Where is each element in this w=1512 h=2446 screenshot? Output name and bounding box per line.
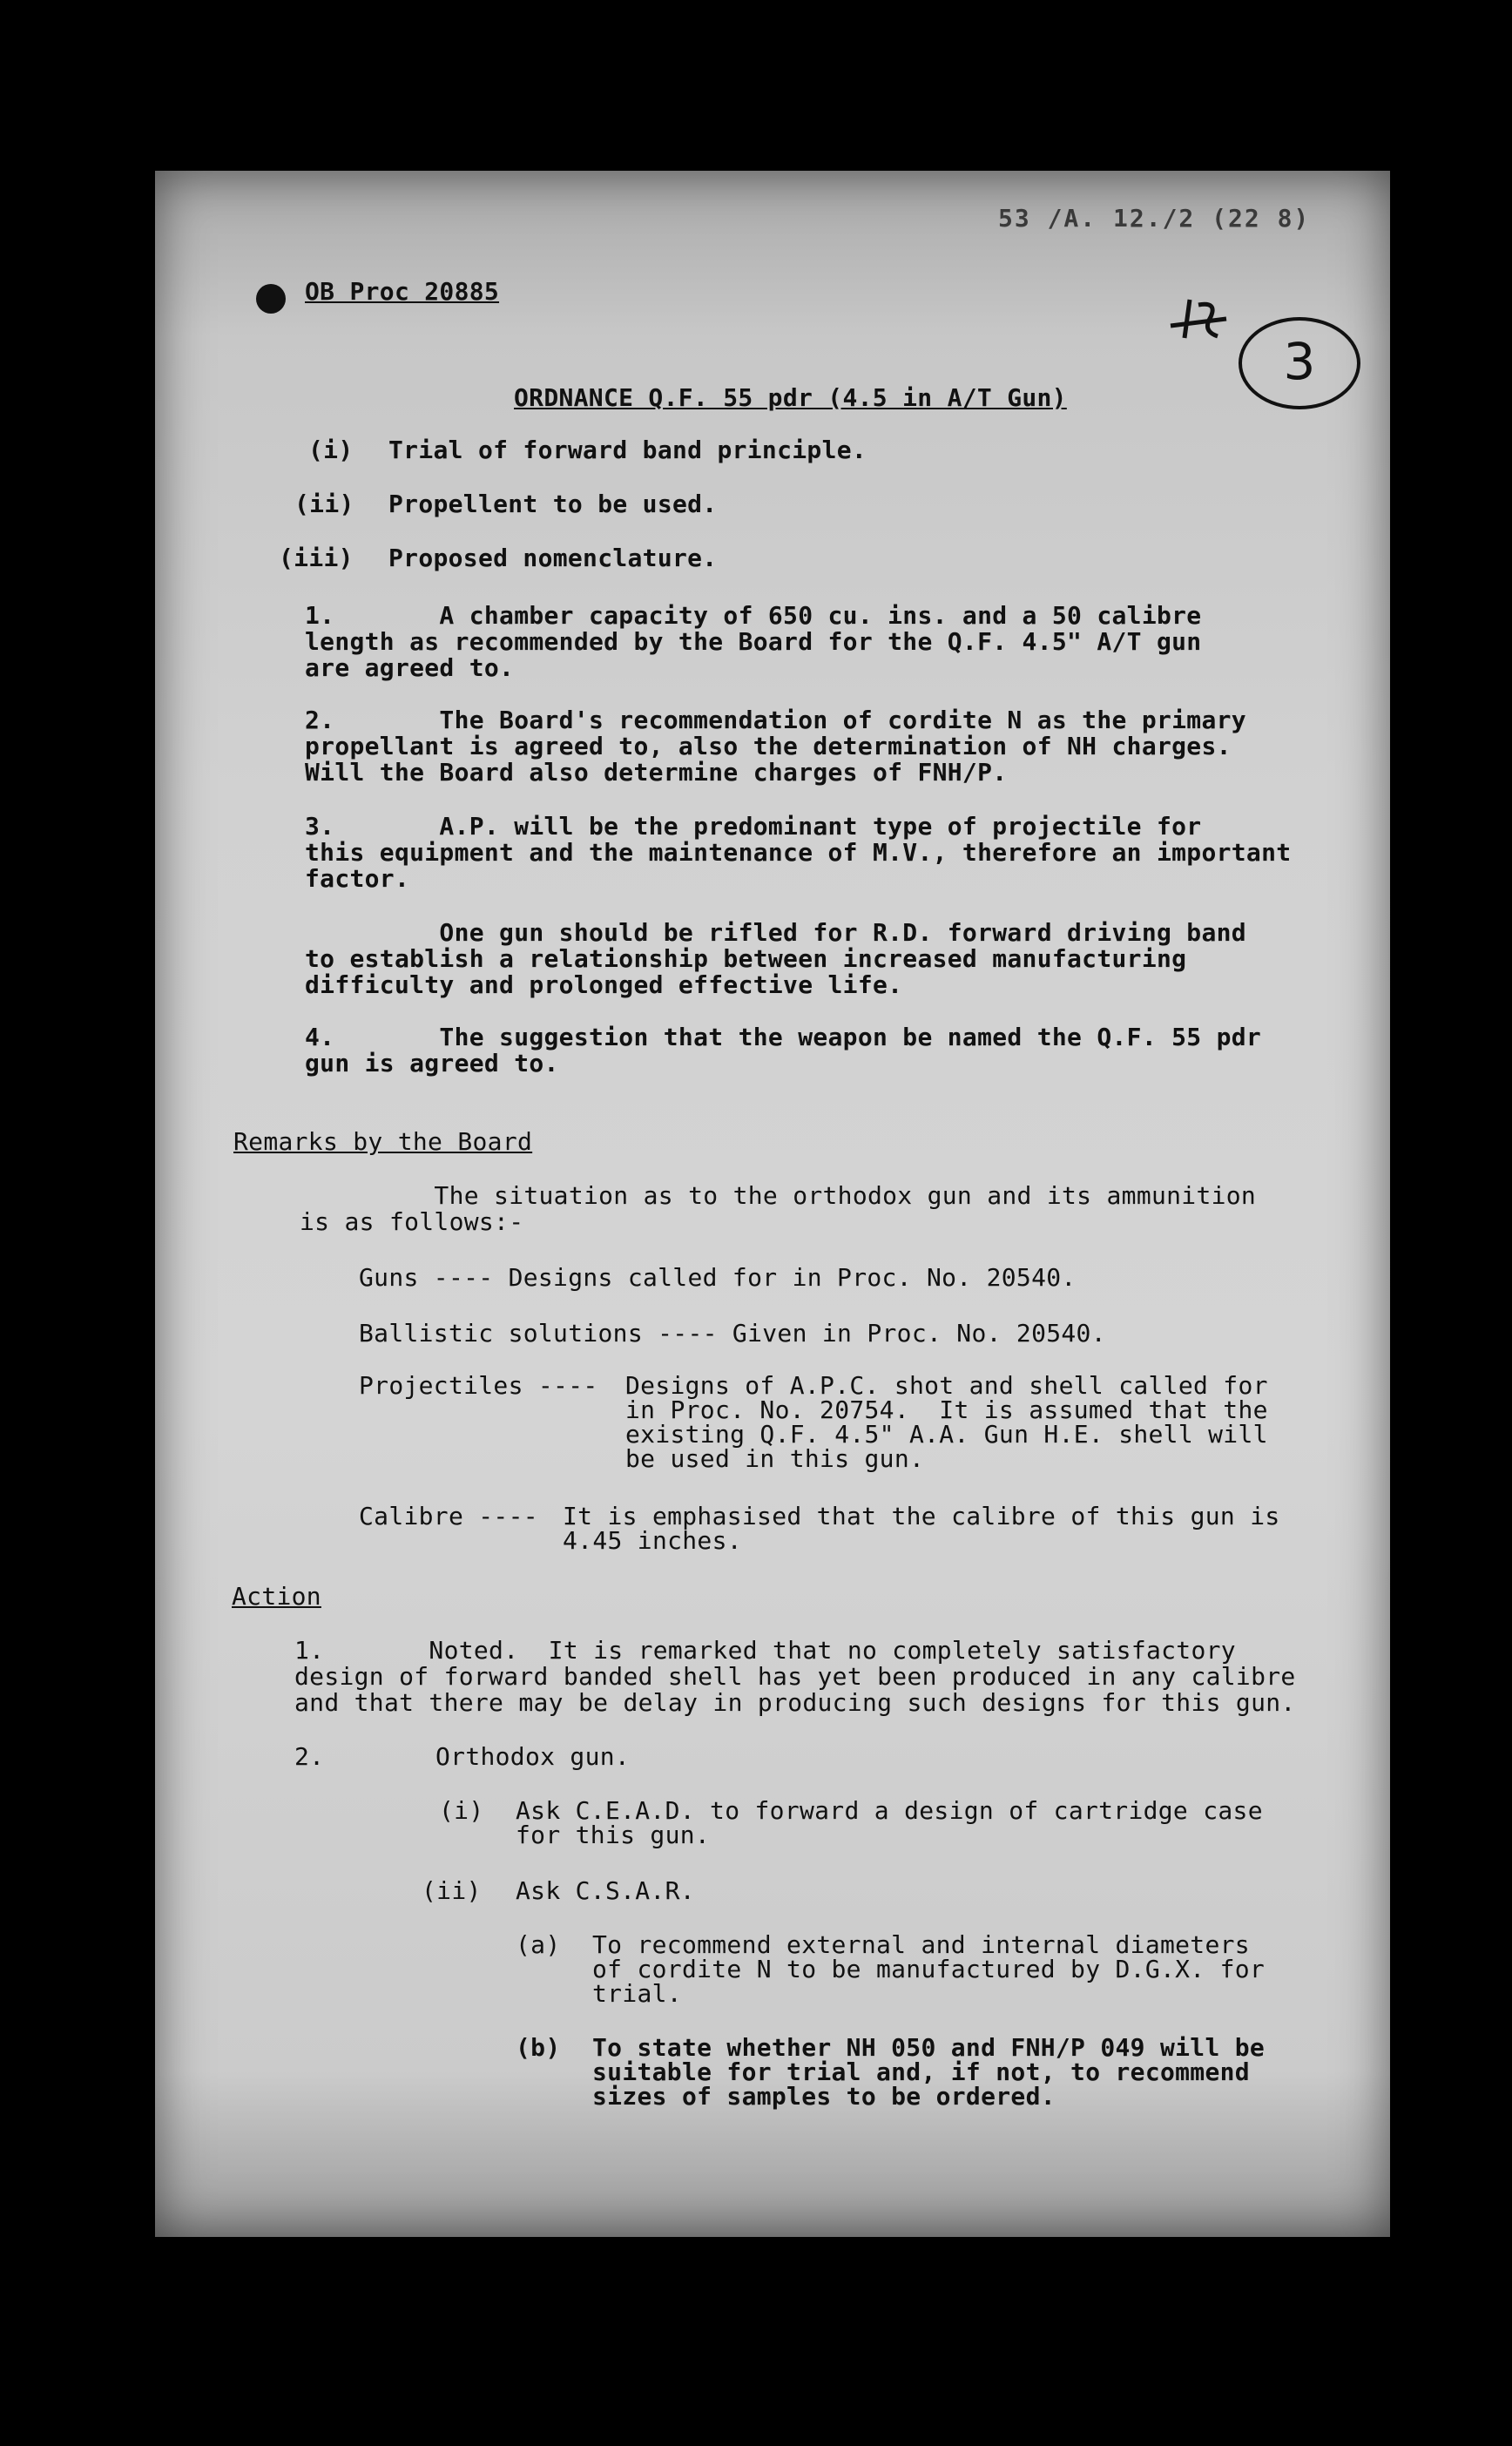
action-line: Ask C.E.A.D. to forward a design of cartridge case: [516, 1796, 1263, 1825]
paragraph-line: 3. A.P. will be the predominant type of projectile for: [305, 812, 1202, 841]
projectiles-line: existing Q.F. 4.5" A.A. Gun H.E. shell will: [625, 1420, 1268, 1449]
action-line: To state whether NH 050 and FNH/P 049 will be: [592, 2033, 1266, 2062]
document-page: [155, 171, 1390, 2237]
subject-text: Trial of forward band principle.: [388, 436, 867, 464]
calibre-line: It is emphasised that the calibre of this gun is: [563, 1502, 1280, 1530]
paragraph-line: 4. The suggestion that the weapon be named the Q.F. 55 pdr: [305, 1023, 1262, 1051]
subject-text: Propellent to be used.: [388, 490, 718, 518]
paragraph-line: factor.: [305, 864, 410, 893]
subject-text: Proposed nomenclature.: [388, 544, 718, 572]
remarks-guns: Guns ---- Designs called for in Proc. No. 20540.: [359, 1263, 1077, 1292]
subject-num: (ii): [294, 490, 354, 518]
action-line: To recommend external and internal diameters: [592, 1930, 1250, 1959]
action-line: sizes of samples to be ordered.: [592, 2082, 1056, 2111]
page-number: 3: [1283, 332, 1316, 391]
handwritten-initial: [1164, 293, 1239, 345]
subject-num: (i): [308, 436, 354, 464]
action-num: (b): [516, 2033, 561, 2062]
action-num: 2.: [294, 1742, 325, 1771]
paragraph-line: to establish a relationship between increased manufacturing: [305, 944, 1187, 973]
action-num: (a): [516, 1930, 561, 1959]
projectiles-line: be used in this gun.: [625, 1444, 925, 1473]
paragraph-line: difficulty and prolonged effective life.: [305, 970, 903, 999]
action-line: Ask C.S.A.R.: [516, 1876, 695, 1905]
paragraph-line: are agreed to.: [305, 653, 515, 682]
document-title: ORDNANCE Q.F. 55 pdr (4.5 in A/T Gun): [514, 383, 1067, 412]
paragraph-line: this equipment and the maintenance of M.V., therefore an important: [305, 838, 1292, 867]
page-number-circle: [1239, 317, 1360, 409]
action-line: design of forward banded shell has yet been produced in any calibre: [294, 1662, 1296, 1691]
action-line: and that there may be delay in producing such designs for this gun.: [294, 1688, 1296, 1717]
paragraph-line: 2. The Board's recommendation of cordite N as the primary: [305, 706, 1246, 734]
action-line: 1. Noted. It is remarked that no completely satisfactory: [294, 1636, 1236, 1665]
paragraph-line: propellant is agreed to, also the determination of NH charges.: [305, 732, 1232, 760]
remarks-ballistic: Ballistic solutions ---- Given in Proc. No. 20540.: [359, 1319, 1106, 1348]
action-line: Orthodox gun.: [435, 1742, 631, 1771]
remarks-line: is as follows:-: [300, 1207, 524, 1236]
action-num: (i): [439, 1796, 484, 1825]
action-line: trial.: [592, 1979, 682, 2008]
action-line: for this gun.: [516, 1821, 711, 1849]
subject-num: (iii): [279, 544, 354, 572]
projectiles-label: Projectiles ----: [359, 1371, 598, 1400]
remarks-line: The situation as to the orthodox gun and its ammunition: [300, 1181, 1257, 1210]
calibre-line: 4.45 inches.: [563, 1526, 742, 1555]
remarks-heading: Remarks by the Board: [233, 1127, 533, 1156]
paragraph-line: gun is agreed to.: [305, 1049, 559, 1078]
action-line: suitable for trial and, if not, to recommend: [592, 2057, 1250, 2086]
paragraph-line: 1. A chamber capacity of 650 cu. ins. and a 50 calibre: [305, 601, 1202, 630]
top-right-reference: 53 /A. 12./2 (22 8): [998, 204, 1311, 233]
punch-hole-mark: [256, 284, 286, 314]
action-num: (ii): [422, 1876, 482, 1905]
paragraph-line: Will the Board also determine charges of FNH/P.: [305, 758, 1008, 787]
paragraph-line: length as recommended by the Board for the Q.F. 4.5" A/T gun: [305, 627, 1202, 656]
calibre-label: Calibre ----: [359, 1502, 538, 1530]
proceedings-number: OB Proc 20885: [305, 277, 500, 306]
paragraph-line: One gun should be rifled for R.D. forward driving band: [305, 918, 1246, 947]
projectiles-line: in Proc. No. 20754. It is assumed that the: [625, 1395, 1268, 1424]
projectiles-line: Designs of A.P.C. shot and shell called for: [625, 1371, 1268, 1400]
action-line: of cordite N to be manufactured by D.G.X. for: [592, 1955, 1266, 1983]
action-heading: Action: [232, 1582, 321, 1611]
